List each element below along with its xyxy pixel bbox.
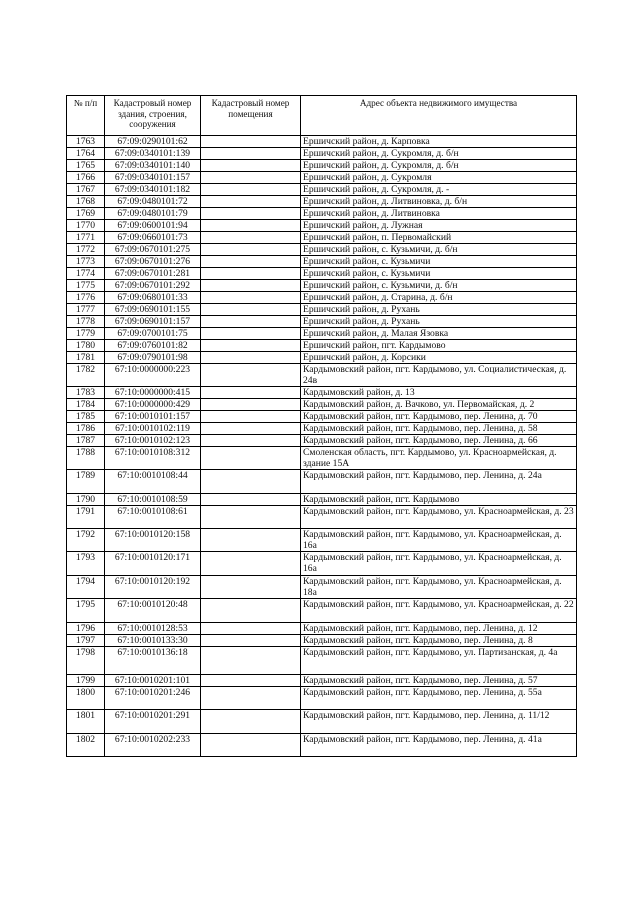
cadastral-number-room bbox=[201, 399, 301, 411]
table-row bbox=[67, 447, 577, 470]
address-cell: Кардымовский район, пгт. Кардымово, пер. Ленина, д. 12 bbox=[301, 623, 577, 635]
cadastral-number-building: 67:10:0010120:171 bbox=[105, 552, 201, 576]
cadastral-number-room bbox=[201, 435, 301, 447]
row-number: 1796 bbox=[67, 623, 105, 635]
cadastral-number-room bbox=[201, 687, 301, 710]
cadastral-number-room bbox=[201, 160, 301, 172]
row-number: 1768 bbox=[67, 196, 105, 208]
cadastral-number-room bbox=[201, 196, 301, 208]
cadastral-number-room bbox=[201, 734, 301, 757]
cadastral-number-building: 67:10:0010136:18 bbox=[105, 647, 201, 675]
address-cell: Ершичский район, д. Корсики bbox=[301, 352, 577, 364]
row-number: 1784 bbox=[67, 399, 105, 411]
address-cell: Кардымовский район, пгт. Кардымово, ул. Социалистическая, д. 24в bbox=[301, 364, 577, 387]
table-row bbox=[67, 232, 577, 244]
address-cell: Ершичский район, д. Литвиновка bbox=[301, 208, 577, 220]
table-row bbox=[67, 340, 577, 352]
cadastral-number-building: 67:09:0790101:98 bbox=[105, 352, 201, 364]
address-cell: Смоленская область, пгт. Кардымово, ул. Красноармейская, д. здание 15А bbox=[301, 447, 577, 470]
table-row bbox=[67, 256, 577, 268]
row-number: 1773 bbox=[67, 256, 105, 268]
row-number: 1777 bbox=[67, 304, 105, 316]
cadastral-number-building: 67:09:0670101:281 bbox=[105, 268, 201, 280]
address-cell: Ершичский район, с. Кузьмичи bbox=[301, 268, 577, 280]
address-cell: Кардымовский район, пгт. Кардымово, ул. Красноармейская, д. 22 bbox=[301, 599, 577, 623]
row-number: 1763 bbox=[67, 136, 105, 148]
cadastral-number-room bbox=[201, 470, 301, 494]
cadastral-number-building: 67:10:0010108:59 bbox=[105, 494, 201, 506]
table-header-row bbox=[67, 96, 577, 136]
address-cell: Кардымовский район, д. 13 bbox=[301, 387, 577, 399]
row-number: 1799 bbox=[67, 675, 105, 687]
cadastral-number-building: 67:10:0010101:157 bbox=[105, 411, 201, 423]
row-number: 1801 bbox=[67, 710, 105, 734]
header-cadastral-building: Кадастровый номер здания, строения, сооружения bbox=[105, 96, 201, 136]
cadastral-number-building: 67:09:0340101:157 bbox=[105, 172, 201, 184]
cadastral-number-room bbox=[201, 447, 301, 470]
table-row bbox=[67, 734, 577, 757]
cadastral-number-building: 67:10:0010120:158 bbox=[105, 529, 201, 552]
row-number: 1790 bbox=[67, 494, 105, 506]
address-cell: Ершичский район, д. Рухань bbox=[301, 304, 577, 316]
address-cell: Ершичский район, д. Сукромля, д. б/н bbox=[301, 160, 577, 172]
cadastral-number-room bbox=[201, 172, 301, 184]
table-row bbox=[67, 244, 577, 256]
row-number: 1767 bbox=[67, 184, 105, 196]
address-cell: Кардымовский район, пгт. Кардымово, ул. Красноармейская, д. 16а bbox=[301, 552, 577, 576]
table-row bbox=[67, 364, 577, 387]
cadastral-number-room bbox=[201, 387, 301, 399]
row-number: 1769 bbox=[67, 208, 105, 220]
row-number: 1776 bbox=[67, 292, 105, 304]
cadastral-number-building: 67:10:0010108:61 bbox=[105, 506, 201, 529]
table-row bbox=[67, 316, 577, 328]
cadastral-number-room bbox=[201, 256, 301, 268]
cadastral-number-building: 67:09:0600101:94 bbox=[105, 220, 201, 232]
table-row bbox=[67, 552, 577, 576]
table-row bbox=[67, 352, 577, 364]
address-cell: Кардымовский район, пгт. Кардымово bbox=[301, 494, 577, 506]
table-row bbox=[67, 280, 577, 292]
cadastral-number-room bbox=[201, 411, 301, 423]
table-row bbox=[67, 675, 577, 687]
cadastral-number-room bbox=[201, 208, 301, 220]
row-number: 1783 bbox=[67, 387, 105, 399]
row-number: 1794 bbox=[67, 576, 105, 599]
cadastral-number-building: 67:09:0340101:182 bbox=[105, 184, 201, 196]
table-row bbox=[67, 172, 577, 184]
cadastral-number-building: 67:10:0010128:53 bbox=[105, 623, 201, 635]
row-number: 1765 bbox=[67, 160, 105, 172]
cadastral-number-building: 67:10:0010102:119 bbox=[105, 423, 201, 435]
cadastral-number-building: 67:10:0010120:48 bbox=[105, 599, 201, 623]
table-row bbox=[67, 268, 577, 280]
cadastral-number-room bbox=[201, 292, 301, 304]
cadastral-number-room bbox=[201, 184, 301, 196]
row-number: 1792 bbox=[67, 529, 105, 552]
cadastral-number-building: 67:09:0670101:275 bbox=[105, 244, 201, 256]
cadastral-number-room bbox=[201, 423, 301, 435]
cadastral-number-room bbox=[201, 232, 301, 244]
table-row bbox=[67, 196, 577, 208]
cadastral-number-building: 67:10:0010201:101 bbox=[105, 675, 201, 687]
cadastral-number-building: 67:09:0480101:72 bbox=[105, 196, 201, 208]
row-number: 1800 bbox=[67, 687, 105, 710]
address-cell: Кардымовский район, д. Вачково, ул. Первомайская, д. 2 bbox=[301, 399, 577, 411]
address-cell: Кардымовский район, пгт. Кардымово, пер. Ленина, д. 24а bbox=[301, 470, 577, 494]
table-row bbox=[67, 136, 577, 148]
address-cell: Кардымовский район, пгт. Кардымово, пер. Ленина, д. 11/12 bbox=[301, 710, 577, 734]
cadastral-number-building: 67:09:0340101:139 bbox=[105, 148, 201, 160]
address-cell: Кардымовский район, пгт. Кардымово, пер. Ленина, д. 41а bbox=[301, 734, 577, 757]
table-body bbox=[67, 136, 577, 757]
table-row bbox=[67, 304, 577, 316]
table-row bbox=[67, 220, 577, 232]
address-cell: Ершичский район, д. Сукромля, д. б/н bbox=[301, 148, 577, 160]
table-row bbox=[67, 470, 577, 494]
address-cell: Ершичский район, д. Рухань bbox=[301, 316, 577, 328]
cadastral-number-room bbox=[201, 529, 301, 552]
cadastral-number-room bbox=[201, 576, 301, 599]
table-row bbox=[67, 411, 577, 423]
table-row bbox=[67, 184, 577, 196]
header-address: Адрес объекта недвижимого имущества bbox=[301, 96, 577, 136]
cadastral-number-building: 67:10:0010201:246 bbox=[105, 687, 201, 710]
cadastral-number-room bbox=[201, 340, 301, 352]
address-cell: Кардымовский район, пгт. Кардымово, пер. Ленина, д. 66 bbox=[301, 435, 577, 447]
row-number: 1793 bbox=[67, 552, 105, 576]
header-cadastral-room: Кадастровый номер помещения bbox=[201, 96, 301, 136]
address-cell: Ершичский район, д. Карповка bbox=[301, 136, 577, 148]
address-cell: Кардымовский район, пгт. Кардымово, пер. Ленина, д. 57 bbox=[301, 675, 577, 687]
table-row bbox=[67, 623, 577, 635]
address-cell: Ершичский район, д. Лужная bbox=[301, 220, 577, 232]
cadastral-number-room bbox=[201, 623, 301, 635]
table-row bbox=[67, 529, 577, 552]
cadastral-number-building: 67:09:0290101:62 bbox=[105, 136, 201, 148]
cadastral-number-room bbox=[201, 552, 301, 576]
table-row bbox=[67, 635, 577, 647]
table-row bbox=[67, 423, 577, 435]
address-cell: Кардымовский район, пгт. Кардымово, пер. Ленина, д. 70 bbox=[301, 411, 577, 423]
cadastral-number-building: 67:09:0690101:155 bbox=[105, 304, 201, 316]
address-cell: Ершичский район, д. Сукромля, д. - bbox=[301, 184, 577, 196]
address-cell: Ершичский район, п. Первомайский bbox=[301, 232, 577, 244]
cadastral-number-room bbox=[201, 220, 301, 232]
cadastral-number-building: 67:09:0700101:75 bbox=[105, 328, 201, 340]
table-row bbox=[67, 599, 577, 623]
cadastral-number-building: 67:09:0680101:33 bbox=[105, 292, 201, 304]
row-number: 1782 bbox=[67, 364, 105, 387]
address-cell: Кардымовский район, пгт. Кардымово, пер. Ленина, д. 58 bbox=[301, 423, 577, 435]
header-num: № п/п bbox=[67, 96, 105, 136]
cadastral-number-building: 67:09:0670101:276 bbox=[105, 256, 201, 268]
cadastral-number-building: 67:09:0690101:157 bbox=[105, 316, 201, 328]
address-cell: Ершичский район, пгт. Кардымово bbox=[301, 340, 577, 352]
row-number: 1797 bbox=[67, 635, 105, 647]
cadastral-number-building: 67:10:0010108:44 bbox=[105, 470, 201, 494]
cadastral-number-building: 67:10:0010108:312 bbox=[105, 447, 201, 470]
cadastral-number-room bbox=[201, 148, 301, 160]
row-number: 1795 bbox=[67, 599, 105, 623]
row-number: 1786 bbox=[67, 423, 105, 435]
table-row bbox=[67, 208, 577, 220]
address-cell: Кардымовский район, пгт. Кардымово, пер. Ленина, д. 8 bbox=[301, 635, 577, 647]
cadastral-number-building: 67:10:0000000:429 bbox=[105, 399, 201, 411]
cadastral-number-building: 67:10:0010201:291 bbox=[105, 710, 201, 734]
table-row bbox=[67, 710, 577, 734]
cadastral-number-room bbox=[201, 647, 301, 675]
table-row bbox=[67, 576, 577, 599]
cadastral-number-building: 67:10:0010133:30 bbox=[105, 635, 201, 647]
row-number: 1770 bbox=[67, 220, 105, 232]
table-row bbox=[67, 687, 577, 710]
row-number: 1778 bbox=[67, 316, 105, 328]
cadastral-number-room bbox=[201, 328, 301, 340]
row-number: 1785 bbox=[67, 411, 105, 423]
table-row bbox=[67, 148, 577, 160]
address-cell: Ершичский район, с. Кузьмичи bbox=[301, 256, 577, 268]
row-number: 1772 bbox=[67, 244, 105, 256]
cadastral-number-room bbox=[201, 599, 301, 623]
table-row bbox=[67, 160, 577, 172]
row-number: 1798 bbox=[67, 647, 105, 675]
table-row bbox=[67, 494, 577, 506]
cadastral-number-room bbox=[201, 352, 301, 364]
cadastral-number-room bbox=[201, 268, 301, 280]
row-number: 1775 bbox=[67, 280, 105, 292]
cadastral-number-building: 67:10:0000000:415 bbox=[105, 387, 201, 399]
address-cell: Кардымовский район, пгт. Кардымово, ул. Красноармейская, д. 23 bbox=[301, 506, 577, 529]
address-cell: Ершичский район, д. Литвиновка, д. б/н bbox=[301, 196, 577, 208]
cadastral-number-building: 67:09:0760101:82 bbox=[105, 340, 201, 352]
table-row bbox=[67, 506, 577, 529]
cadastral-number-room bbox=[201, 244, 301, 256]
cadastral-number-building: 67:10:0000000:223 bbox=[105, 364, 201, 387]
row-number: 1780 bbox=[67, 340, 105, 352]
address-cell: Кардымовский район, пгт. Кардымово, ул. Партизанская, д. 4а bbox=[301, 647, 577, 675]
cadastral-number-building: 67:09:0660101:73 bbox=[105, 232, 201, 244]
cadastral-number-room bbox=[201, 364, 301, 387]
cadastral-number-room bbox=[201, 280, 301, 292]
row-number: 1787 bbox=[67, 435, 105, 447]
address-cell: Ершичский район, д. Сукромля bbox=[301, 172, 577, 184]
row-number: 1788 bbox=[67, 447, 105, 470]
property-table bbox=[66, 95, 577, 757]
row-number: 1771 bbox=[67, 232, 105, 244]
cadastral-number-room bbox=[201, 304, 301, 316]
cadastral-number-room bbox=[201, 316, 301, 328]
table-row bbox=[67, 292, 577, 304]
cadastral-number-building: 67:09:0670101:292 bbox=[105, 280, 201, 292]
row-number: 1802 bbox=[67, 734, 105, 757]
row-number: 1781 bbox=[67, 352, 105, 364]
row-number: 1789 bbox=[67, 470, 105, 494]
address-cell: Кардымовский район, пгт. Кардымово, ул. Красноармейская, д. 18а bbox=[301, 576, 577, 599]
cadastral-number-room bbox=[201, 675, 301, 687]
row-number: 1766 bbox=[67, 172, 105, 184]
cadastral-number-building: 67:09:0340101:140 bbox=[105, 160, 201, 172]
address-cell: Кардымовский район, пгт. Кардымово, пер. Ленина, д. 55а bbox=[301, 687, 577, 710]
cadastral-number-room bbox=[201, 506, 301, 529]
table-row bbox=[67, 647, 577, 675]
address-cell: Ершичский район, с. Кузьмичи, д. б/н bbox=[301, 280, 577, 292]
cadastral-number-building: 67:10:0010202:233 bbox=[105, 734, 201, 757]
address-cell: Кардымовский район, пгт. Кардымово, ул. Красноармейская, д. 16а bbox=[301, 529, 577, 552]
cadastral-number-room bbox=[201, 494, 301, 506]
address-cell: Ершичский район, д. Малая Язовка bbox=[301, 328, 577, 340]
table-row bbox=[67, 328, 577, 340]
cadastral-number-room bbox=[201, 136, 301, 148]
address-cell: Ершичский район, д. Старина, д. б/н bbox=[301, 292, 577, 304]
cadastral-number-room bbox=[201, 710, 301, 734]
table-row bbox=[67, 399, 577, 411]
cadastral-number-building: 67:09:0480101:79 bbox=[105, 208, 201, 220]
cadastral-number-building: 67:10:0010120:192 bbox=[105, 576, 201, 599]
address-cell: Ершичский район, с. Кузьмичи, д. б/н bbox=[301, 244, 577, 256]
table-row bbox=[67, 387, 577, 399]
row-number: 1791 bbox=[67, 506, 105, 529]
cadastral-number-building: 67:10:0010102:123 bbox=[105, 435, 201, 447]
row-number: 1779 bbox=[67, 328, 105, 340]
row-number: 1774 bbox=[67, 268, 105, 280]
row-number: 1764 bbox=[67, 148, 105, 160]
table-row bbox=[67, 435, 577, 447]
cadastral-number-room bbox=[201, 635, 301, 647]
